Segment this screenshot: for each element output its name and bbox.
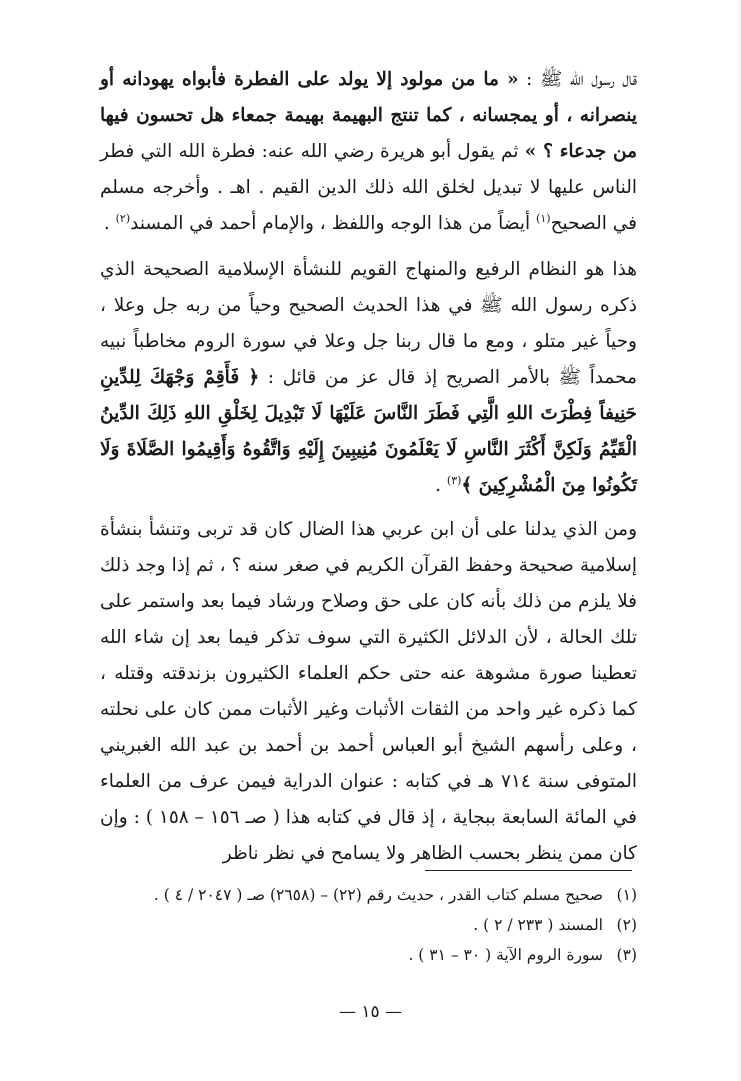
footnote-number: (٣) <box>616 946 637 964</box>
quran-intro-text: هذا هو النظام الرفيع والمنهاج القويم للنشأة الإسلامية الصحيحة الذي ذكره رسول الله ﷺ في هذا الحديث الصحيح وحياً من ربه جل وعلا ، وحياً غير متلو ، ومع ما قال ربنا جل وعلا في سورة الروم مخاطباً نبيه محمداً ﷺ بالأمر الصريح إذ قال عز من قائل : <box>100 259 637 388</box>
paragraph-ibn-arabi <box>100 512 637 872</box>
page-number: — ١٥ — <box>338 1002 403 1022</box>
hadith-commentary: ثم يقول أبو هريرة رضي الله عنه: فطرة الله التي فطر الناس عليها لا تبديل لخلق الله ذلك الدين القيم . اهـ . وأخرجه مسلم في الصحيح <box>100 141 637 234</box>
hadith-intro: قال رسول الله ﷺ : <box>518 69 637 90</box>
scan-edge <box>735 0 741 1081</box>
footnote-3 <box>100 940 637 970</box>
paragraph-quran <box>100 252 637 504</box>
paragraph-end: . <box>435 475 447 496</box>
footnote-divider <box>425 870 632 871</box>
paragraph-end: . <box>103 213 116 234</box>
footnote-text: المسند ( ٢٣٣ / ٢ ) . <box>473 916 603 934</box>
footnote-text: صحيح مسلم كتاب القدر ، حديث رقم (٢٢) – (٢٦٥٨) صـ ( ٢٠٤٧ / ٤ ) . <box>153 886 603 904</box>
footnote-number: (١) <box>616 886 637 904</box>
footnote-ref-3[interactable]: (٣) <box>446 473 462 487</box>
footnote-1 <box>100 880 637 910</box>
quran-verse: ﴿ فَأَقِمْ وَجْهَكَ لِلدِّينِ حَنِيفاً فِطْرَتَ اللهِ الَّتِي فَطَرَ النَّاسَ عَلَيْهَا لَا تَبْدِيلَ لِخَلْقِ اللهِ ذَلِكَ الدِّينُ الْقَيِّمُ وَلَكِنَّ أَكْثَرَ النَّاسِ لَا يَعْلَمُونَ مُنِيبِينَ إِلَيْهِ وَاتَّقُوهُ وَأَقِيمُوا الصَّلَاةَ وَلَا تَكُونُوا مِنَ الْمُشْرِكِينَ ﴾ <box>100 367 637 496</box>
footnote-text: سورة الروم الآية ( ٣٠ – ٣١ ) . <box>408 946 603 964</box>
hadith-text: « ما من مولود إلا يولد على الفطرة فأبواه يهودانه أو ينصرانه ، أو يمجسانه ، كما تنتج البهيمة بهيمة جمعاء هل تحسون فيها من جدعاء ؟ » <box>100 69 637 162</box>
footnote-ref-1[interactable]: (١) <box>536 211 551 225</box>
footnote-number: (٢) <box>616 916 637 934</box>
footnotes <box>100 880 637 970</box>
paragraph-text: ومن الذي يدلنا على أن ابن عربي هذا الضال كان قد تربى وتنشأ بنشأة إسلامية صحيحة وحفظ القرآن الكريم في صغر سنه ؟ ، ثم إذا وجد ذلك فلا يلزم من ذلك بأنه كان على حق وصلاح ورشاد فيما بعد واستمر على تلك الحالة ، لأن الدلائل الكثيرة التي سوف تذكر فيما بعد إن شاء الله تعطينا صورة مشوهة عنه حتى حكم العلماء الكثيرون بزندقته وقتله ، كما ذكره غير واحد من الثقات الأثبات وغير الأثبات ممن كان على نحلته ، وعلى رأسهم الشيخ أبو العباس أحمد بن أحمد بن عبد الله الغبريني المتوفى سنة ٧١٤ هـ في كتابه : عنوان الدراية فيمن عرف من العلماء في المائة السابعة ببجاية ، إذ قال في كتابه هذا ( صـ ١٥٦ – ١٥٨ ) : وإن كان ممن ينظر بحسب الظاهر ولا يسامح في نظر ناظر <box>100 519 638 864</box>
footnote-2 <box>100 910 637 940</box>
footnote-ref-2[interactable]: (٢) <box>115 211 131 225</box>
paragraph-hadith <box>100 62 637 242</box>
hadith-commentary-2: أيضاً من هذا الوجه واللفظ ، والإمام أحمد في المسند <box>130 213 537 234</box>
